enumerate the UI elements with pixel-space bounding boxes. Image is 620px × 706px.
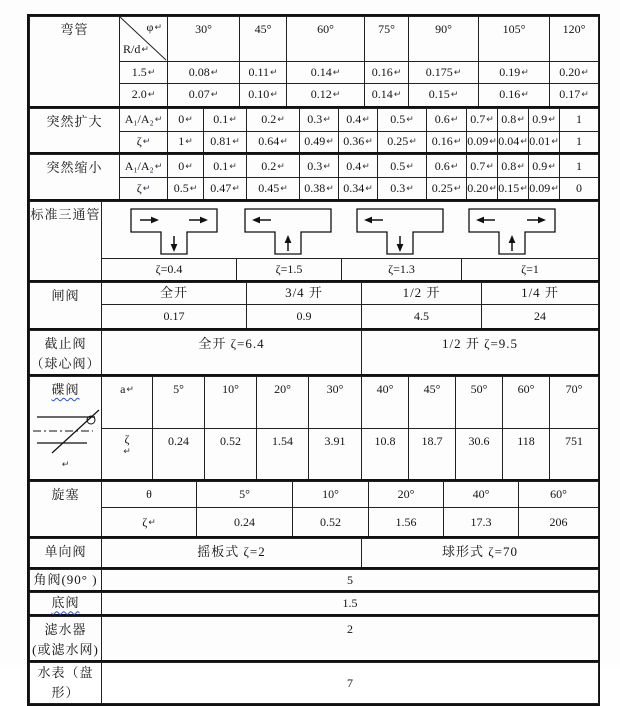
value-cell: 0.19 ↵ (479, 62, 550, 84)
value-cell: 0.1 ↵ (204, 155, 247, 178)
value-cell: 206 (519, 508, 599, 537)
angle-header-cell: 120° (550, 17, 599, 62)
value-cell: 摇板式 ζ=2 (102, 538, 362, 568)
value-cell: 3.91 (309, 428, 362, 480)
section-angle-valve-table (29, 569, 599, 592)
section-contraction-table (29, 154, 599, 201)
angle-header-cell: 40° (362, 376, 409, 428)
value-cell: ζ=0.4 (102, 258, 237, 281)
opening-header-cell: 全开 (102, 283, 247, 305)
angle-header-cell: 60° (519, 482, 599, 508)
section-foot-valve-table (29, 592, 599, 615)
value-cell: 球形式 ζ=70 (362, 538, 599, 568)
value-cell: 0.64 ↵ (247, 131, 300, 153)
value-cell: 0.25 ↵ (427, 178, 467, 200)
tee-diagrams-cell (102, 201, 599, 258)
value-cell: 0.2 ↵ (247, 155, 300, 178)
section-water-meter-table (29, 662, 599, 704)
section-label-gate-valve: 闸阀 (30, 283, 102, 329)
angle-header-cell: 45° (240, 17, 287, 62)
section-label-foot-valve (30, 593, 102, 615)
value-cell: 0.08 ↵ (168, 62, 240, 84)
value-cell: 0.9 ↵ (529, 108, 560, 131)
value-cell: 0.6 ↵ (427, 108, 467, 131)
butterfly-valve-diagram-icon (32, 408, 102, 454)
value-cell: 118 (503, 428, 550, 480)
value-cell: 0.04 ↵ (498, 131, 529, 153)
section-cock-table (29, 481, 599, 538)
phi-header: φ ↵ (147, 18, 162, 37)
angle-header-cell: 50° (456, 376, 503, 428)
value-cell: 0.15 ↵ (498, 178, 529, 200)
foot-valve-label: 底阀 (51, 595, 80, 611)
value-cell: 0.12 ↵ (287, 84, 365, 107)
value-cell: ζ=1.3 (342, 258, 462, 281)
value-cell: 7 (102, 662, 599, 703)
pilcrow-mark: ↵ (123, 447, 131, 458)
value-cell: 1 (560, 108, 599, 131)
section-tee-table (29, 201, 599, 283)
tee-diagram-left-branch-down-icon (354, 205, 446, 257)
section-label-angle-valve: 角阀(90° ) (30, 570, 102, 592)
globe-valve-label-line2: （球心阀） (30, 355, 101, 371)
value-cell: 0.20 ↵ (550, 62, 599, 84)
section-label-bend: 弯管 (30, 17, 120, 107)
zeta-header: ζ ↵ (120, 131, 168, 153)
value-cell: 0.49 ↵ (300, 131, 339, 153)
value-cell: ζ=1.5 (237, 258, 342, 281)
value-cell: 0.01 ↵ (529, 131, 560, 153)
section-label-butterfly (30, 376, 102, 480)
value-cell: 0.38 ↵ (300, 178, 339, 200)
butterfly-label: 碟阀 (51, 381, 80, 397)
section-label-expansion: 突然扩大 (30, 108, 120, 153)
angle-header-cell: 5° (153, 376, 205, 428)
value-cell: 0 (560, 178, 599, 200)
value-cell: 0.17 ↵ (550, 84, 599, 107)
value-cell: 0.8 ↵ (498, 155, 529, 178)
section-globe-valve-table (29, 330, 599, 376)
section-label-cock: 旋塞 (30, 482, 102, 537)
pilcrow-mark: ↵ (61, 459, 70, 470)
tee-diagram-through-branch-down-icon (128, 205, 220, 257)
value-cell: 0.175 ↵ (409, 62, 479, 84)
strainer-label-line2: (或滤水网) (32, 641, 99, 657)
strainer-label-line1: 滤水器 (44, 621, 87, 637)
value-cell: 0.24 (153, 428, 205, 480)
section-label-globe-valve (30, 330, 102, 375)
value-cell: 1.56 (369, 508, 444, 537)
zeta-header: ζ ↵ (102, 428, 153, 480)
value-cell: 0.6 ↵ (427, 155, 467, 178)
row-label-rd: 1.5 ↵ (120, 62, 168, 84)
ratio-header: A₁/A₂ ↵ (120, 108, 168, 131)
value-cell: 0.14 ↵ (287, 62, 365, 84)
section-expansion-table (29, 108, 599, 155)
value-cell: 0 ↵ (168, 155, 204, 178)
value-cell: 0.16 ↵ (365, 62, 409, 84)
value-cell: 1.5 (102, 593, 599, 615)
globe-valve-label-line1: 截止阀 (44, 335, 87, 351)
value-cell: 0.4 ↵ (339, 155, 378, 178)
angle-header-cell: 45° (409, 376, 456, 428)
value-cell: 0.3 ↵ (300, 155, 339, 178)
value-cell: 0 ↵ (168, 108, 204, 131)
opening-header-cell: 1/2 开 (362, 283, 482, 305)
value-cell: 0.5 ↵ (378, 108, 427, 131)
angle-header-cell: 75° (365, 17, 409, 62)
value-cell: 17.3 (444, 508, 519, 537)
value-cell: 18.7 (409, 428, 456, 480)
value-cell: 24 (482, 305, 599, 329)
value-cell: 0.16 ↵ (479, 84, 550, 107)
angle-header-cell: 30° (168, 17, 240, 62)
section-label-tee: 标准三通管 (30, 201, 102, 281)
value-cell: 751 (550, 428, 599, 480)
value-cell: 0.3 ↵ (378, 178, 427, 200)
value-cell: 0.11 ↵ (240, 62, 287, 84)
value-cell: 0.5 ↵ (378, 155, 427, 178)
angle-header-cell: 5° (197, 482, 293, 508)
value-cell: 0.16 ↵ (427, 131, 467, 153)
value-cell: 0.24 (197, 508, 293, 537)
value-cell: 0.5 ↵ (168, 178, 204, 200)
value-cell: 10.8 (362, 428, 409, 480)
value-cell: 0.81 ↵ (204, 131, 247, 153)
value-cell: 1 (560, 155, 599, 178)
resistance-coefficient-table (27, 14, 600, 706)
opening-header-cell: 3/4 开 (247, 283, 362, 305)
value-cell: 0.9 ↵ (529, 155, 560, 178)
value-cell: 5 (102, 570, 599, 592)
value-cell: 0.25 ↵ (378, 131, 427, 153)
zeta-header: ζ ↵ (102, 508, 197, 537)
section-check-valve-table (29, 538, 599, 570)
tee-diagram-both-branch-up-icon (466, 205, 558, 257)
value-cell: 0.07 ↵ (168, 84, 240, 107)
angle-header-cell: 40° (444, 482, 519, 508)
value-cell: 0.45 ↵ (247, 178, 300, 200)
section-label-water-meter: 水表（盘形） (30, 662, 102, 703)
angle-header-cell: 20° (369, 482, 444, 508)
value-cell: 0.14 ↵ (365, 84, 409, 107)
value-cell: 0.34 ↵ (339, 178, 378, 200)
angle-header-cell: 10° (293, 482, 369, 508)
diagonal-header-cell (120, 17, 168, 62)
value-cell: 1 (560, 131, 599, 153)
section-gate-valve-table (29, 282, 599, 330)
value-cell: 全开 ζ=6.4 (102, 330, 362, 375)
value-cell: 1 ↵ (168, 131, 204, 153)
value-cell: 1.54 (257, 428, 309, 480)
value-cell: 0.1 ↵ (204, 108, 247, 131)
theta-header: θ (102, 482, 197, 508)
row-label-rd: 2.0 ↵ (120, 84, 168, 107)
value-cell: 0.4 ↵ (339, 108, 378, 131)
ratio-header: A₁/A₂ ↵ (120, 155, 168, 178)
section-bend-table (29, 16, 599, 108)
value-cell: 1/2 开 ζ=9.5 (362, 330, 599, 375)
value-cell: 0.8 ↵ (498, 108, 529, 131)
section-butterfly-valve-table (29, 376, 599, 482)
alpha-header: a ↵ (102, 376, 153, 428)
value-cell: 2 (102, 616, 599, 661)
angle-header-cell: 70° (550, 376, 599, 428)
value-cell: 0.09 ↵ (467, 131, 498, 153)
rd-header: R/d ↵ (123, 40, 149, 59)
angle-header-cell: 10° (205, 376, 257, 428)
section-label-check-valve: 单向阀 (30, 538, 102, 568)
section-label-strainer (30, 616, 102, 661)
value-cell: 0.7 ↵ (467, 108, 498, 131)
value-cell: 0.20 ↵ (467, 178, 498, 200)
value-cell: 0.15 ↵ (409, 84, 479, 107)
value-cell: ζ=1 (462, 258, 599, 281)
angle-header-cell: 105° (479, 17, 550, 62)
zeta-header: ζ ↵ (120, 178, 168, 200)
value-cell: 0.09 ↵ (529, 178, 560, 200)
value-cell: 0.2 ↵ (247, 108, 300, 131)
angle-header-cell: 60° (503, 376, 550, 428)
angle-header-cell: 20° (257, 376, 309, 428)
value-cell: 4.5 (362, 305, 482, 329)
tee-diagram-left-branch-up-icon (242, 205, 334, 257)
section-label-contraction: 突然缩小 (30, 155, 120, 200)
value-cell: 0.17 (102, 305, 247, 329)
value-cell: 0.9 (247, 305, 362, 329)
value-cell: 0.10 ↵ (240, 84, 287, 107)
angle-header-cell: 90° (409, 17, 479, 62)
value-cell: 0.47 ↵ (204, 178, 247, 200)
value-cell: 0.52 (205, 428, 257, 480)
opening-header-cell: 1/4 开 (482, 283, 599, 305)
angle-header-cell: 60° (287, 17, 365, 62)
angle-header-cell: 30° (309, 376, 362, 428)
value-cell: 0.7 ↵ (467, 155, 498, 178)
value-cell: 0.3 ↵ (300, 108, 339, 131)
value-cell: 0.52 (293, 508, 369, 537)
value-cell: 30.6 (456, 428, 503, 480)
section-strainer-table (29, 616, 599, 662)
value-cell: 0.36 ↵ (339, 131, 378, 153)
